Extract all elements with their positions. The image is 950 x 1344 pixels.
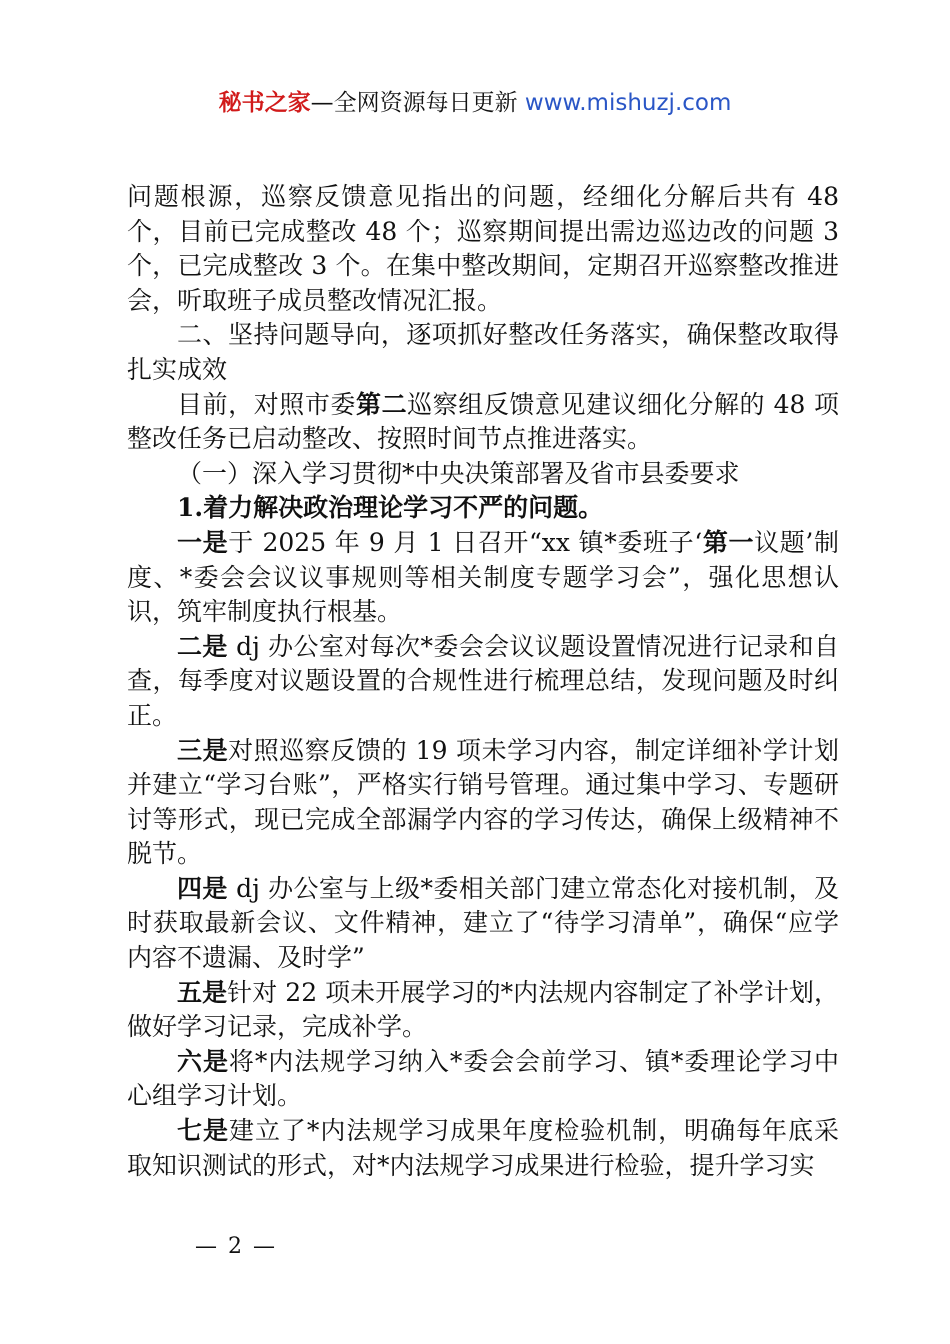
text-segment: 目前，对照市委: [177, 389, 356, 419]
measure-lead: 一是: [177, 527, 229, 557]
measure-lead: 二是: [177, 631, 228, 661]
paragraph-issue-roots: 问题根源，巡察反馈意见指出的问题，经细化分解后共有 48 个，目前已完成整改 48 个；巡察期间提出需边巡边改的问题 3 个，已完成整改 3 个。在集中整改期间，定期召开巡察整改推进会，听取班子成员整改情况汇报。: [127, 182, 839, 315]
measure-lead: 五是: [177, 977, 228, 1007]
banner-url-link[interactable]: www.mishuzj.com: [524, 90, 732, 116]
measure-lead: 七是: [177, 1116, 229, 1146]
text-segment: 建立了*内法规学习成果年度检验机制，明确每年底采取知识测试的形式，对*内法规学习成果进行检验，提升学习实: [127, 1116, 839, 1180]
measure-7: [127, 1114, 839, 1183]
measure-6: [127, 1045, 839, 1114]
banner-tagline: —全网资源每日更新: [310, 90, 518, 116]
text-segment: 针对 22 项未开展学习的*内法规内容制定了补学计划，做好学习记录，完成补学。: [127, 977, 839, 1042]
measure-1: [127, 526, 839, 630]
measure-lead: 三是: [177, 735, 229, 765]
bold-segment: 第一: [702, 527, 755, 557]
measure-5: [127, 976, 839, 1045]
measure-lead: 四是: [177, 873, 228, 903]
text-segment: 将*内法规学习纳入*委会会前学习、镇*委理论学习中心组学习计划。: [127, 1046, 839, 1111]
page-number: — 2 —: [195, 1234, 277, 1259]
site-banner: [0, 86, 950, 120]
bold-segment: 第二: [356, 389, 408, 419]
text-segment: 对照巡察反馈的 19 项未学习内容，制定详细补学计划并建立“学习台账”，严格实行销号管理。通过集中学习、专题研讨等形式，现已完成全部漏学内容的学习传达，确保上级精神不脱节。: [127, 735, 839, 869]
text-segment: 于 2025 年 9 月 1 日召开“xx 镇*委班子‘: [228, 527, 703, 557]
item-heading-1: 1.着力解决政治理论学习不严的问题。: [177, 493, 604, 523]
measure-2: [127, 630, 839, 734]
section-heading-2: 二、坚持问题导向，逐项抓好整改任务落实，确保整改取得扎实成效: [127, 320, 839, 384]
text-segment: 议题’制度、*委会会议议事规则等相关制度专题学习会”，强化思想认识，筑牢制度执行根基。: [127, 527, 839, 627]
text-segment: dj 办公室对每次*委会会议议题设置情况进行记录和自查，每季度对议题设置的合规性进行梳理总结，发现问题及时纠正。: [127, 631, 839, 730]
subsection-heading-1: （一）深入学习贯彻*中央决策部署及省市县委要求: [177, 458, 740, 488]
text-segment: 巡察组反馈意见建议细化分解的 48 项整改任务已启动整改、按照时间节点推进落实。: [127, 389, 839, 454]
measure-3: [127, 734, 839, 872]
text-segment: dj 办公室与上级*委相关部门建立常态化对接机制，及时获取最新会议、文件精神，建立了“待学习清单”，确保“应学内容不遗漏、及时学”: [127, 873, 839, 973]
paragraph-current-progress: [127, 388, 839, 457]
document-body: [127, 180, 839, 1183]
banner-brand: 秘书之家: [218, 90, 311, 116]
measure-lead: 六是: [177, 1046, 229, 1076]
measure-4: [127, 872, 839, 976]
